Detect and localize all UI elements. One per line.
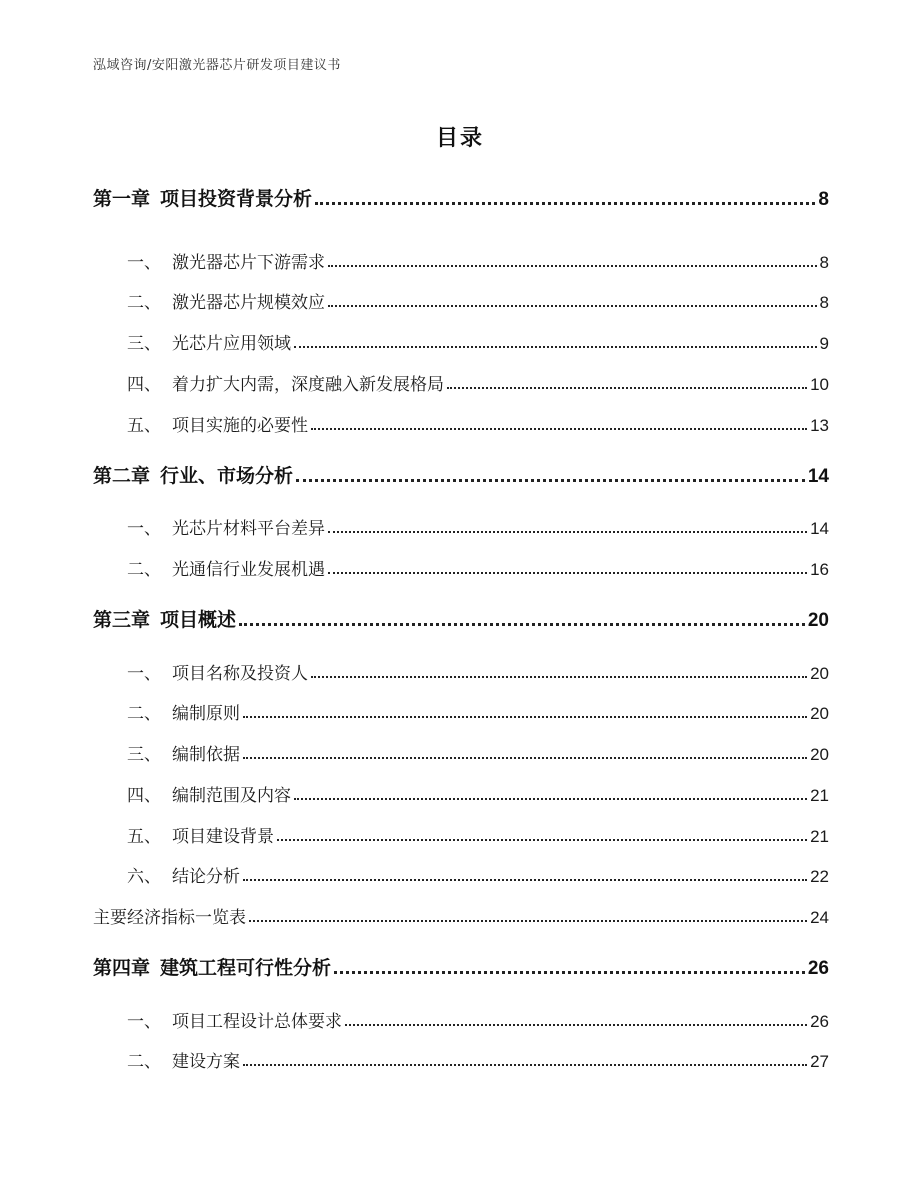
toc-section[interactable] (127, 248, 829, 273)
dot-leader (328, 572, 807, 574)
toc-section[interactable] (127, 862, 829, 887)
toc-number: 第一章 (93, 188, 151, 210)
toc-page-number: 8 (819, 293, 829, 312)
toc-section[interactable] (127, 411, 829, 436)
toc-number: 一、 (127, 519, 161, 539)
toc-page-number: 9 (819, 334, 829, 353)
toc-number: 四、 (127, 786, 161, 806)
toc-number: 一、 (127, 664, 161, 684)
toc-page-number: 20 (810, 704, 829, 723)
dot-leader (328, 305, 817, 307)
toc-number: 一、 (127, 253, 161, 273)
toc-page-number: 14 (810, 519, 829, 538)
toc-label: 激光器芯片规模效应 (172, 293, 325, 313)
toc-label: 激光器芯片下游需求 (172, 253, 325, 273)
toc-number: 六、 (127, 867, 161, 887)
toc-number: 第三章 (93, 609, 151, 631)
toc-page-number: 27 (810, 1052, 829, 1071)
toc-section[interactable] (127, 1007, 829, 1032)
toc-page-number: 26 (810, 1012, 829, 1031)
toc-chapter-3[interactable] (93, 605, 829, 632)
dot-leader (277, 839, 807, 841)
toc-number: 二、 (127, 1052, 161, 1072)
toc-label: 建设方案 (172, 1052, 240, 1072)
toc-page-number: 24 (810, 908, 829, 927)
toc-section[interactable] (127, 514, 829, 539)
toc-section[interactable] (127, 822, 829, 847)
toc-label: 主要经济指标一览表 (93, 908, 246, 928)
toc-label: 建筑工程可行性分析 (160, 957, 332, 979)
toc-label: 编制范围及内容 (172, 786, 291, 806)
dot-leader (243, 1064, 807, 1066)
toc-page-number: 20 (810, 664, 829, 683)
toc-chapter-2[interactable] (93, 461, 829, 488)
toc-number: 第四章 (93, 957, 151, 979)
toc-section[interactable] (127, 288, 829, 313)
toc-label: 编制依据 (172, 745, 240, 765)
toc-number: 一、 (127, 1012, 161, 1032)
toc-section[interactable] (127, 370, 829, 395)
toc-section[interactable] (127, 699, 829, 724)
toc-label: 光芯片应用领域 (172, 334, 291, 354)
dot-leader (249, 920, 807, 922)
dot-leader (311, 676, 807, 678)
toc-label: 光通信行业发展机遇 (172, 560, 325, 580)
toc-page-number: 16 (810, 560, 829, 579)
toc-page-number: 22 (810, 867, 829, 886)
toc-page-number: 10 (810, 375, 829, 394)
toc-label: 项目投资背景分析 (160, 188, 313, 210)
toc-page-number: 14 (807, 466, 829, 487)
dot-leader (328, 531, 807, 533)
toc-label: 项目概述 (160, 609, 237, 631)
toc-section[interactable] (127, 659, 829, 684)
dot-leader (243, 757, 807, 759)
toc-page-number: 21 (810, 786, 829, 805)
toc-number: 四、 (127, 375, 161, 395)
toc-chapter-4[interactable] (93, 953, 829, 980)
dot-leader (345, 1024, 807, 1026)
toc-number: 五、 (127, 827, 161, 847)
toc-page-number: 8 (819, 253, 829, 272)
toc-section[interactable] (127, 781, 829, 806)
toc-number: 五、 (127, 416, 161, 436)
dot-leader (294, 798, 807, 800)
dot-leader (311, 428, 807, 430)
toc-page-number: 26 (807, 958, 829, 979)
toc-page-number: 21 (810, 827, 829, 846)
toc-label: 项目实施的必要性 (172, 416, 308, 436)
toc-page-number: 20 (810, 745, 829, 764)
toc-page-number: 20 (807, 610, 829, 631)
toc-number: 第二章 (93, 465, 151, 487)
toc-number: 二、 (127, 704, 161, 724)
toc-number: 三、 (127, 334, 161, 354)
dot-leader (296, 479, 805, 482)
dot-leader (334, 971, 805, 974)
toc-page-number: 8 (818, 189, 829, 210)
dot-leader (243, 879, 807, 881)
toc-section[interactable] (127, 1047, 829, 1072)
toc-section[interactable] (93, 903, 829, 928)
toc-label: 编制原则 (172, 704, 240, 724)
toc-label: 光芯片材料平台差异 (172, 519, 325, 539)
toc-number: 二、 (127, 293, 161, 313)
toc-label: 项目建设背景 (172, 827, 274, 847)
toc-label: 行业、市场分析 (160, 465, 294, 487)
toc-section[interactable] (127, 555, 829, 580)
toc-page-number: 13 (810, 416, 829, 435)
toc-label: 结论分析 (172, 867, 240, 887)
dot-leader (239, 623, 805, 626)
dot-leader (447, 387, 807, 389)
dot-leader (328, 265, 817, 267)
running-header: 泓域咨询/安阳激光器芯片研发项目建议书 (93, 58, 341, 73)
toc-chapter-1[interactable] (93, 184, 829, 211)
dot-leader (315, 202, 815, 205)
dot-leader (243, 716, 807, 718)
toc-label: 项目名称及投资人 (172, 664, 308, 684)
toc-label: 着力扩大内需，深度融入新发展格局 (172, 375, 444, 395)
toc-number: 三、 (127, 745, 161, 765)
toc-number: 二、 (127, 560, 161, 580)
toc-section[interactable] (127, 329, 829, 354)
toc-section[interactable] (127, 740, 829, 765)
dot-leader (294, 346, 817, 348)
page-title: 目录 (435, 126, 484, 151)
toc-label: 项目工程设计总体要求 (172, 1012, 342, 1032)
